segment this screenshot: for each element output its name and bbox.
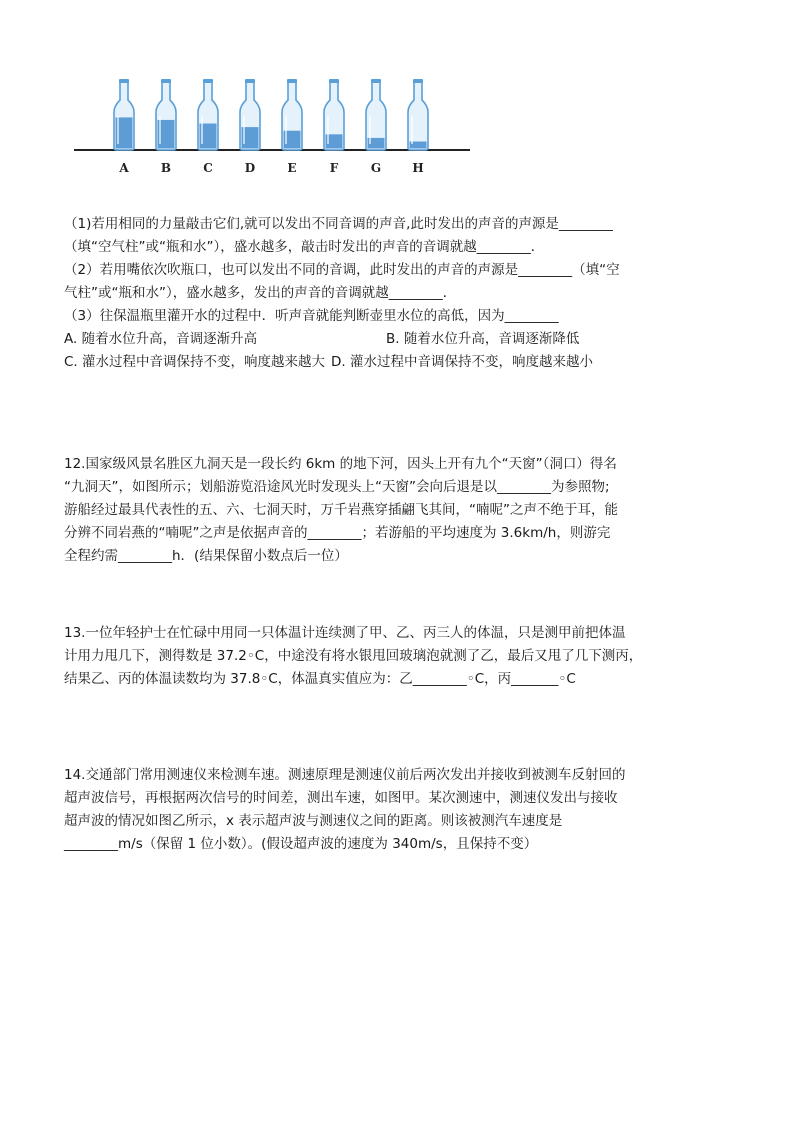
bottle-label-d: D [244, 161, 256, 175]
q14-line-3: 超声波的情况如图乙所示，x 表示超声波与测速仪之间的距离。则该被测汽车速度是 [64, 813, 563, 829]
bottle-a [114, 79, 134, 175]
q12-line-1: 12.国家级风景名胜区九洞天是一段长约 6km 的地下河，因头上开有九个“天窗”（洞口）得名 [64, 456, 617, 472]
bottle-label-g: G [370, 161, 382, 175]
q11-option-b: B. 随着水位升高，音调逐渐降低 [386, 331, 580, 347]
q11-option-c: C. 灌水过程中音调保持不变，响度越来越大 [64, 354, 326, 370]
bottle-rim [371, 79, 381, 83]
bottle-label-f: F [329, 161, 339, 175]
bottle-b [156, 79, 176, 175]
q14-line-1: 14.交通部门常用测速仪来检测车速。测速原理是测速仪前后两次发出并接收到被测车反射回的 [64, 767, 626, 783]
bottle-rim [287, 79, 297, 83]
bottle-label-h: H [412, 161, 424, 175]
bottle-e [282, 79, 302, 175]
bottle-glass [408, 82, 428, 150]
bottle-label-a: A [119, 161, 129, 175]
q12-line-5: 全程约需________h．(结果保留小数点后一位） [64, 548, 348, 564]
bottle-label-e: E [287, 161, 297, 175]
q11-options-row-2 [64, 351, 730, 374]
bottles-illustration [72, 72, 472, 182]
q12-line-3: 游船经过最具代表性的五、六、七洞天时，万千岩燕穿插翩飞其间，“喃呢”之声不绝于耳，能 [64, 502, 618, 518]
bottle-h [408, 79, 428, 175]
question-14 [64, 764, 730, 856]
q12-line-2: “九洞天”，如图所示；划船游览沿途风光时发现头上“天窗”会向后退是以________为参照物; [64, 479, 610, 495]
bottle-c [198, 79, 218, 175]
question-12 [64, 453, 730, 568]
bottle-g [366, 79, 386, 175]
bottle-label-c: C [203, 161, 213, 175]
q13-line-3: 结果乙、丙的体温读数均为 37.8◦C，体温真实值应为：乙________◦C，丙_______◦C [64, 671, 576, 687]
bottles-figure [72, 72, 472, 182]
q11-line-5: （3）往保温瓶里灌开水的过程中．听声音就能判断壶里水位的高低，因为________ [64, 308, 559, 324]
q13-line-2: 计用力甩几下，测得数是 37.2◦C，中途没有将水银甩回玻璃泡就测了乙，最后又甩了几下测丙， [64, 648, 643, 664]
q11-line-4: 气柱”或“瓶和水”），盛水越多，发出的声音的音调就越________． [64, 285, 457, 301]
bottle-rim [245, 79, 255, 83]
q11-option-d: D. 灌水过程中音调保持不变，响度越来越小 [331, 354, 593, 370]
q11-options-row-1 [64, 328, 730, 351]
q11-line-1: （1)若用相同的力量敲击它们,就可以发出不同音调的声音,此时发出的声音的声源是________ [64, 216, 613, 232]
bottle-rim [119, 79, 129, 83]
bottle-rim [203, 79, 213, 83]
q13-line-1: 13.一位年轻护士在忙碌中用同一只体温计连续测了甲、乙、丙三人的体温，只是测甲前把体温 [64, 625, 626, 641]
bottle-rim [161, 79, 171, 83]
bottle-rim [329, 79, 339, 83]
question-11-parts [64, 213, 730, 374]
q12-line-4: 分辨不同岩燕的“喃呢”之声是依据声音的________；若游船的平均速度为 3.6km/h，则游完 [64, 525, 611, 541]
q11-option-a: A. 随着水位升高，音调逐渐升高 [64, 331, 258, 347]
q11-line-3: （2）若用嘴依次吹瓶口，也可以发出不同的音调，此时发出的声音的声源是________（填“空 [64, 262, 620, 278]
q11-line-2: （填“空气柱”或“瓶和水”），盛水越多，敲击时发出的声音的音调就越________． [64, 239, 545, 255]
bottle-rim [413, 79, 423, 83]
bottle-d [240, 79, 260, 175]
question-13 [64, 622, 730, 691]
q14-line-2: 超声波信号，再根据两次信号的时间差，测出车速，如图甲。某次测速中，测速仪发出与接收 [64, 790, 618, 806]
bottle-f [324, 79, 344, 175]
bottle-label-b: B [160, 161, 172, 175]
q14-line-4: ________m/s（保留 1 位小数）。(假设超声波的速度为 340m/s，且保持不变） [64, 836, 538, 852]
